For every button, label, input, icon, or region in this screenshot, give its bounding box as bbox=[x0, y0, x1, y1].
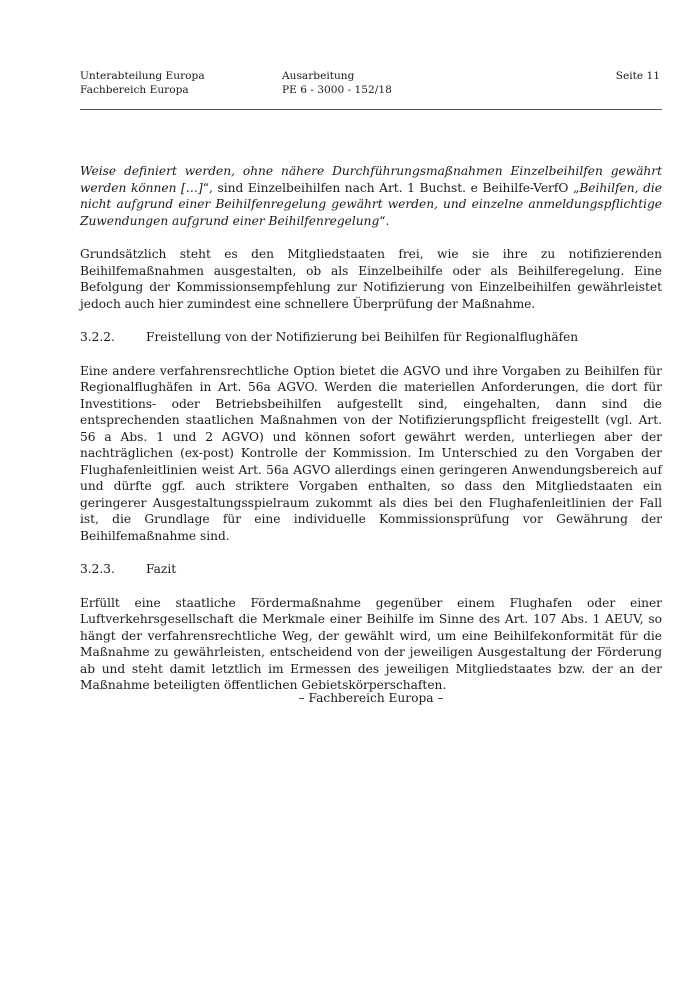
quote-italic-1: Weise definiert werden, ohne nähere Durchführungsmaßnahmen Einzelbeihilfen gewährt werden können […] bbox=[80, 164, 662, 195]
header-department bbox=[80, 70, 205, 97]
paragraph-conclusion: Erfüllt eine staatliche Fördermaßnahme gegenüber einem Flughafen oder einer Luftverkehrsgesellschaft die Merkmale einer Beihilfe im Sinne des Art. 107 Abs. 1 AEUV, so hängt der verfahrensrechtliche Weg, der gewählt wird, um eine Beihilfekonformität für die Maßnahme zu gewährleisten, entscheidend von der jeweiligen Ausgestaltung der Förderung ab und steht damit letztlich im Ermessen des jeweiligen Mitgliedstaates bzw. der an der Maßnahme beteiligten öffentlichen Gebietskörperschaften. bbox=[80, 595, 662, 692]
header-doc-number: PE 6 - 3000 - 152/18 bbox=[282, 83, 392, 96]
header-page-number: Seite 11 bbox=[615, 70, 660, 82]
header-subdivision: Unterabteilung Europa bbox=[80, 70, 205, 82]
header-doc-type: Ausarbeitung bbox=[282, 70, 355, 82]
header-division: Fachbereich Europa bbox=[80, 83, 189, 96]
page-header bbox=[80, 70, 662, 108]
paragraph-notification: Grundsätzlich steht es den Mitgliedstaaten frei, wie sie ihre zu notifizierenden Beihilfemaßnahmen ausgestalten, ob als Einzelbeihilfe oder als Beihilferegelung. Eine Befolgung der Kommissionsempfehlung zur Notifizierung von Einzelbeihilfen gewährleistet jedoch auch hier zumindest eine schnellere Überprüfung der Maßnahme. bbox=[80, 247, 662, 311]
section-title: Freistellung von der Notifizierung bei Beihilfen für Regionalflughäfen bbox=[146, 330, 579, 344]
quote-text-4: “. bbox=[379, 213, 390, 228]
closing-line: – Fachbereich Europa – bbox=[298, 691, 444, 705]
quote-italic-3: Beihilfen, die nicht aufgrund einer Beihilfenregelung gewährt werden, und einzelne anmeldungspflichtige Zuwendungen aufgrund einer Beihilfenregelung bbox=[80, 180, 662, 228]
header-document bbox=[282, 70, 392, 97]
header-divider bbox=[80, 109, 662, 110]
document-body bbox=[80, 163, 662, 711]
quote-text-2: “, sind Einzelbeihilfen nach Art. 1 Buchst. e Beihilfe-VerfO „ bbox=[202, 180, 580, 195]
section-number: 3.2.3. bbox=[80, 562, 115, 576]
section-heading-3-2-2 bbox=[80, 329, 662, 346]
section-title: Fazit bbox=[146, 562, 177, 576]
section-heading-3-2-3 bbox=[80, 561, 662, 578]
paragraph-agvo: Eine andere verfahrensrechtliche Option bietet die AGVO und ihre Vorgaben zu Beihilfen für Regionalflughäfen in Art. 56a AGVO. Werden die materiellen Anforderungen, die dort für Investitions- oder Betriebsbeihilfen aufgestellt sind, eingehalten, dann sind die entsprechenden staatlichen Maßnahmen von der Notifizierungspflicht freigestellt (vgl. Art. 56 a Abs. 1 und 2 AGVO) und können sofort gewährt werden, unterliegen aber der nachträglichen (ex-post) Kontrolle der Kommission. Im Unterschied zu den Vorgaben der Flughafenleitlinien weist Art. 56a AGVO allerdings einen geringeren Anwendungsbereich auf und dürfte ggf. auch striktere Vorgaben enthalten, so dass den Mitgliedstaaten ein geringerer Ausgestaltungsspielraum zukommt als dies bei den Flughafenleitlinien der Fall ist, die Grundlage für eine individuelle Kommissionsprüfung vor Gewährung der Beihilfemaßnahme sind. bbox=[80, 363, 662, 543]
paragraph-quote bbox=[80, 163, 662, 229]
section-number: 3.2.2. bbox=[80, 330, 115, 344]
